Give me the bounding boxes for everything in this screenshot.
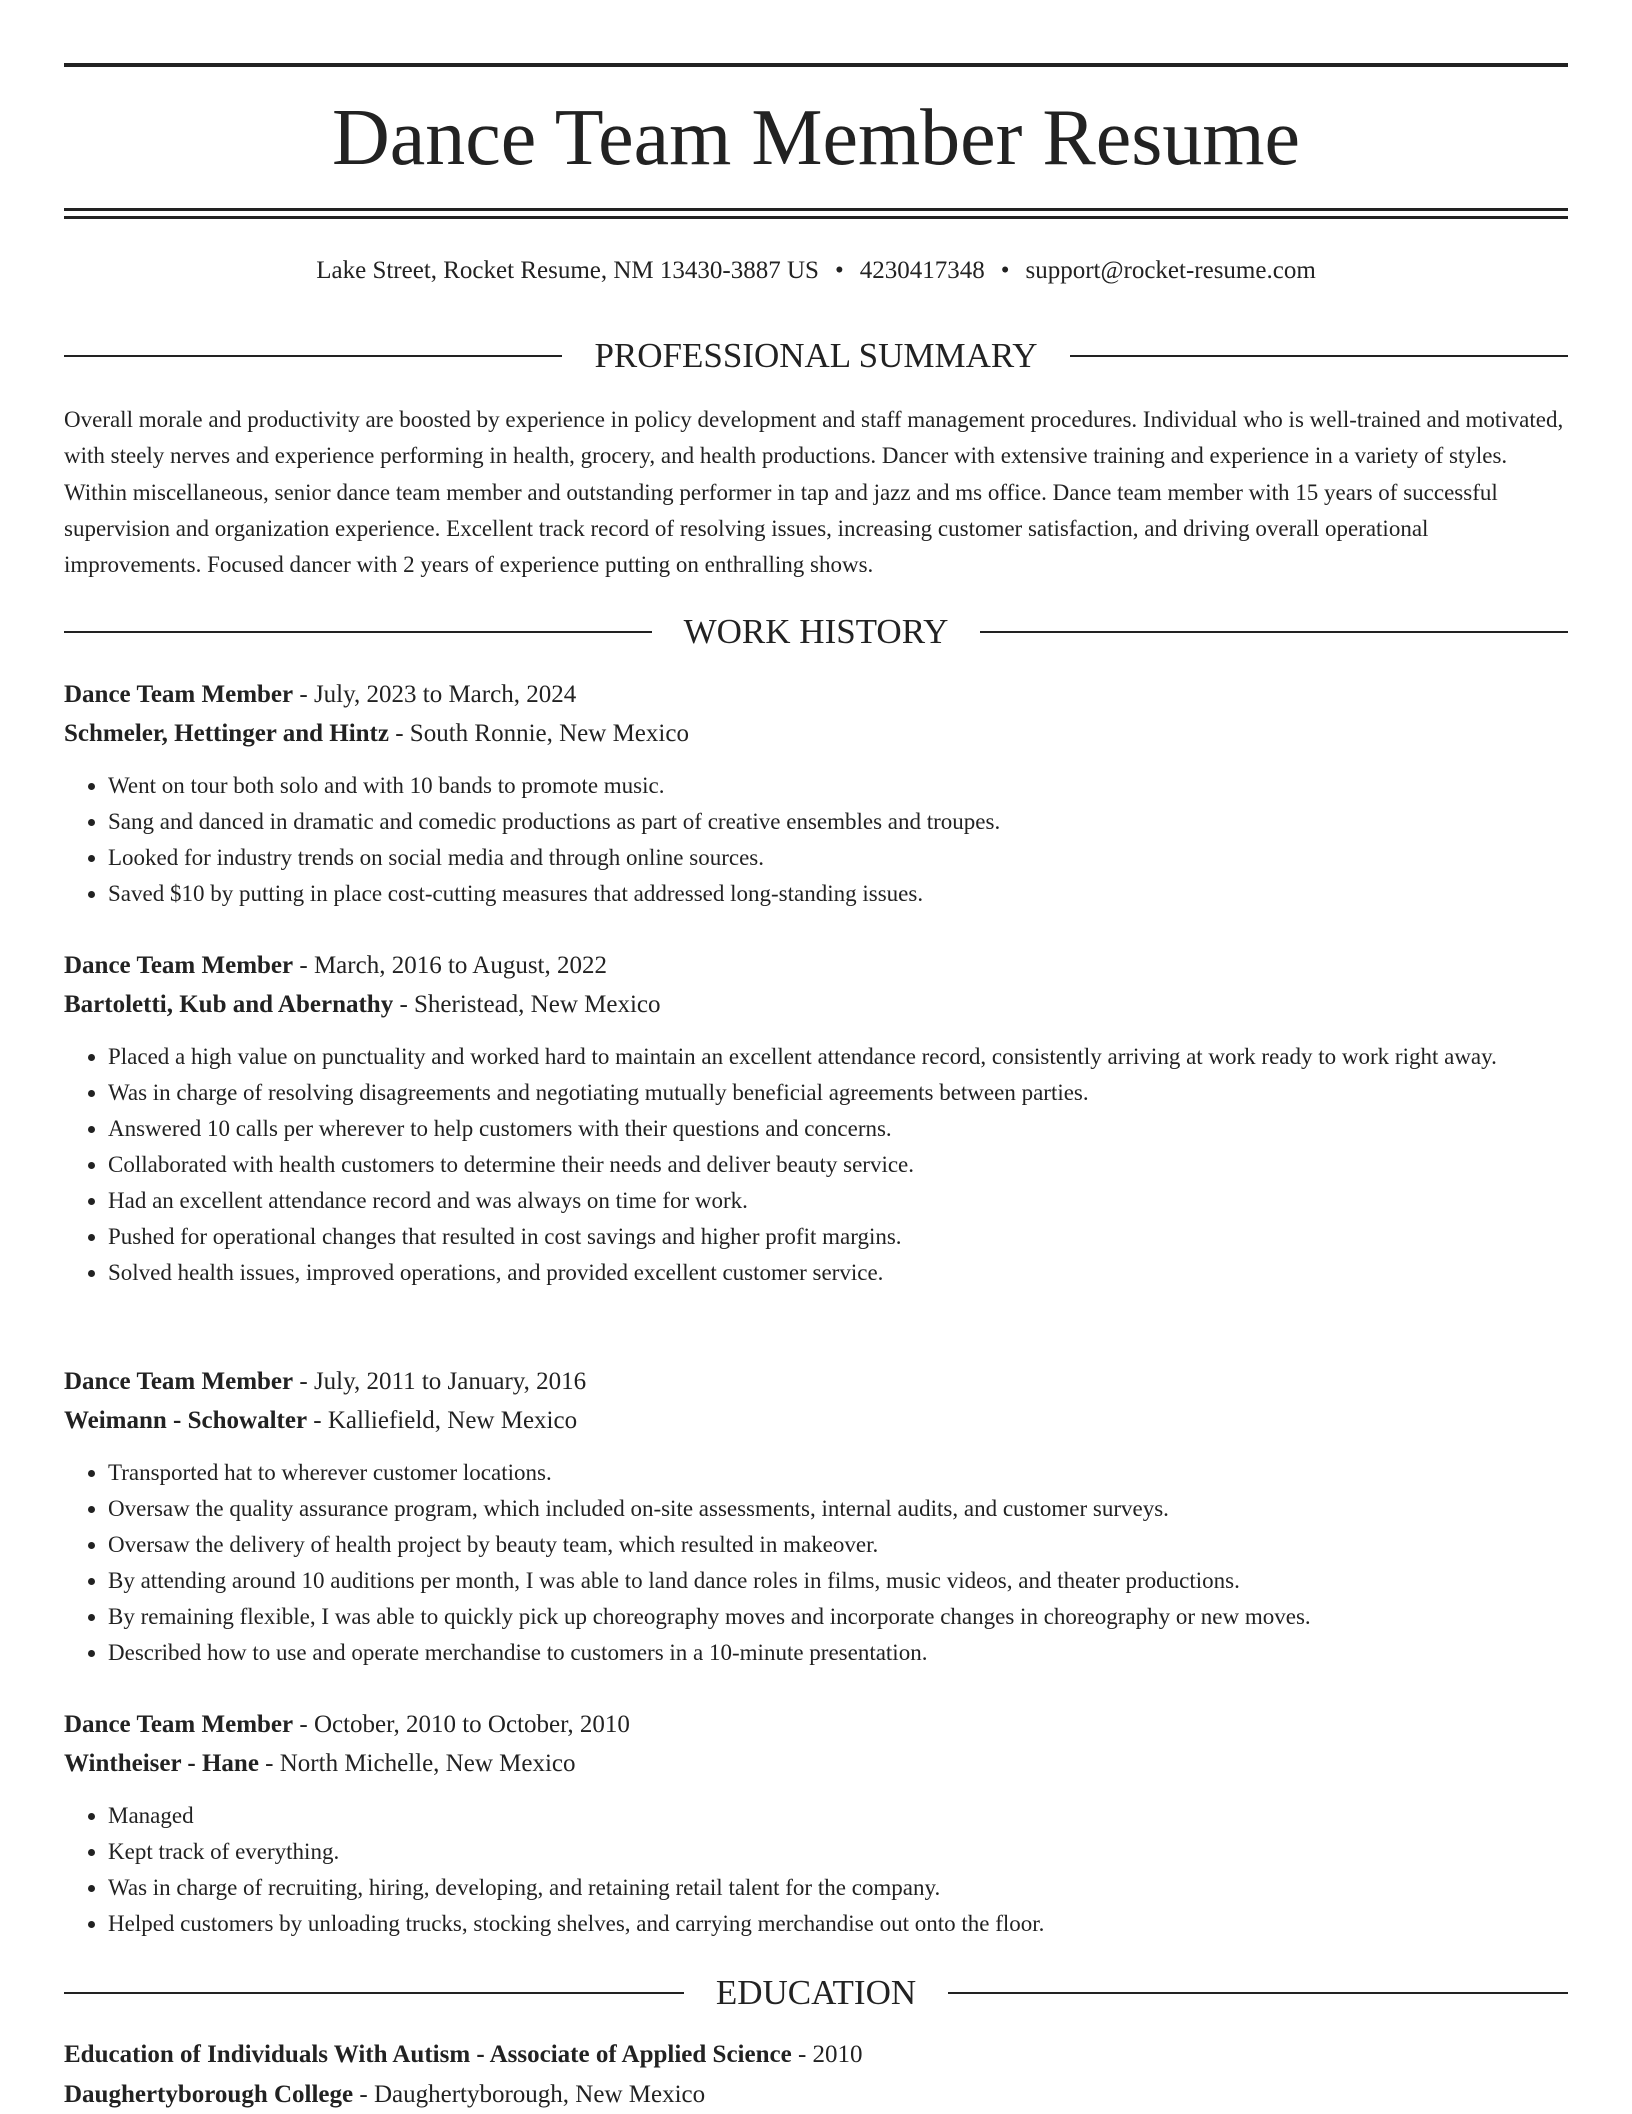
education-school-line — [64, 2076, 1568, 2114]
list-item: • Managed — [108, 1798, 1568, 1834]
list-item: • Oversaw the delivery of health project by beauty team, which resulted in makeover. — [108, 1527, 1568, 1563]
section-rule — [1070, 355, 1568, 357]
list-item: • Solved health issues, improved operations, and provided excellent customer service. — [108, 1255, 1568, 1291]
job-dates: - July, 2023 to March, 2024 — [293, 681, 577, 708]
education-location: - Daughertyborough, New Mexico — [353, 2081, 706, 2108]
job-company: Weimann - Schowalter — [64, 1407, 308, 1434]
list-item: • Answered 10 calls per wherever to help customers with their questions and concerns. — [108, 1111, 1568, 1147]
job-entry — [64, 947, 1568, 1291]
job-dates: - March, 2016 to August, 2022 — [293, 952, 607, 979]
job-location: - South Ronnie, New Mexico — [388, 720, 689, 747]
job-company-line — [64, 1402, 1568, 1440]
job-company-line — [64, 715, 1568, 753]
contact-separator: • — [1000, 257, 1010, 284]
section-rule — [64, 1992, 684, 1994]
job-company: Bartoletti, Kub and Abernathy — [64, 991, 394, 1018]
list-item: • Kept track of everything. — [108, 1834, 1568, 1870]
job-company-line — [64, 986, 1568, 1024]
contact-email: support@rocket-resume.com — [1025, 257, 1316, 284]
list-item: • Looked for industry trends on social media and through online sources. — [108, 840, 1568, 876]
list-item: • By attending around 10 auditions per month, I was able to land dance roles in films, music videos, and theater productions. — [108, 1563, 1568, 1599]
job-dates: - October, 2010 to October, 2010 — [293, 1711, 630, 1738]
list-item: • Sang and danced in dramatic and comedic productions as part of creative ensembles and troupes. — [108, 804, 1568, 840]
list-item: • Collaborated with health customers to determine their needs and deliver beauty service. — [108, 1147, 1568, 1183]
job-title-line — [64, 1363, 1568, 1401]
job-company: Schmeler, Hettinger and Hintz — [64, 720, 389, 747]
list-item: • Was in charge of resolving disagreements and negotiating mutually beneficial agreements between parties. — [108, 1075, 1568, 1111]
list-item: • By remaining flexible, I was able to quickly pick up choreography moves and incorporate changes in choreography or new moves. — [108, 1599, 1568, 1635]
education-entry — [64, 2036, 1568, 2114]
job-location: - Kalliefield, New Mexico — [307, 1407, 578, 1434]
summary-paragraph: Overall morale and productivity are boosted by experience in policy development and staff management procedures. Individual who is well-trained and motivated, with steely nerves and experience performing in health, grocery, and health productions. Dancer with extensive training and experience in a variety of styles. Within miscellaneous, senior dance team member and outstanding performer in tap and jazz and ms office. Dance team member with 15 years of successful supervision and organization experience. Excellent track record of resolving issues, increasing customer satisfaction, and driving overall operational improvements. Focused dancer with 2 years of experience putting on enthralling shows. — [64, 407, 1564, 578]
section-rule — [980, 631, 1568, 633]
job-role: Dance Team Member — [64, 952, 294, 979]
section-rule — [64, 355, 562, 357]
title-rule-lower — [64, 216, 1568, 219]
list-item: • Pushed for operational changes that resulted in cost savings and higher profit margins. — [108, 1219, 1568, 1255]
job-title-line — [64, 676, 1568, 714]
list-item: • Helped customers by unloading trucks, stocking shelves, and carrying merchandise out onto the floor. — [108, 1906, 1568, 1942]
job-location: - Sheristead, New Mexico — [393, 991, 661, 1018]
list-item: • Had an excellent attendance record and was always on time for work. — [108, 1183, 1568, 1219]
job-role: Dance Team Member — [64, 681, 294, 708]
top-rule — [64, 63, 1568, 67]
job-bullets — [64, 1455, 1568, 1671]
contact-separator: • — [834, 257, 844, 284]
job-location: - North Michelle, New Mexico — [258, 1750, 576, 1777]
list-item: • Transported hat to wherever customer locations. — [108, 1455, 1568, 1491]
section-title: EDUCATION — [715, 1973, 917, 2012]
education-year: - 2010 — [791, 2041, 863, 2068]
list-item: • Went on tour both solo and with 10 bands to promote music. — [108, 768, 1568, 804]
job-entry — [64, 676, 1568, 912]
section-rule — [64, 631, 652, 633]
job-title-line — [64, 1706, 1568, 1744]
list-item: • Described how to use and operate merchandise to customers in a 10-minute presentation. — [108, 1635, 1568, 1671]
job-dates: - July, 2011 to January, 2016 — [293, 1368, 587, 1395]
list-item: • Was in charge of recruiting, hiring, developing, and retaining retail talent for the company. — [108, 1870, 1568, 1906]
contact-phone: 4230417348 — [859, 257, 985, 284]
job-title-line — [64, 947, 1568, 985]
education-degree-line — [64, 2036, 1568, 2074]
list-item: • Oversaw the quality assurance program, which included on-site assessments, internal audits, and customer surveys. — [108, 1491, 1568, 1527]
job-entry — [64, 1363, 1568, 1671]
section-title: WORK HISTORY — [683, 612, 949, 651]
contact-line — [64, 254, 1568, 288]
list-item: • Saved $10 by putting in place cost-cutting measures that addressed long-standing issues. — [108, 876, 1568, 912]
job-bullets — [64, 1798, 1568, 1942]
education-school: Daughertyborough College — [64, 2081, 354, 2108]
section-heading-work — [64, 610, 1568, 654]
job-bullets — [64, 1039, 1568, 1291]
education-degree: Education of Individuals With Autism - Associate of Applied Science — [64, 2041, 792, 2068]
section-heading-summary — [64, 334, 1568, 378]
page-title: Dance Team Member Resume — [331, 94, 1301, 182]
job-role: Dance Team Member — [64, 1711, 294, 1738]
job-company-line — [64, 1745, 1568, 1783]
title-rule-upper — [64, 208, 1568, 211]
contact-address: Lake Street, Rocket Resume, NM 13430-3887 US — [316, 257, 819, 284]
list-item: • Placed a high value on punctuality and worked hard to maintain an excellent attendance record, consistently arriving at work ready to work right away. — [108, 1039, 1568, 1075]
section-heading-education — [64, 1971, 1568, 2015]
job-company: Wintheiser - Hane — [64, 1750, 259, 1777]
job-entry — [64, 1706, 1568, 1942]
section-rule — [948, 1992, 1568, 1994]
job-role: Dance Team Member — [64, 1368, 294, 1395]
section-title: PROFESSIONAL SUMMARY — [594, 336, 1038, 375]
job-bullets — [64, 768, 1568, 912]
